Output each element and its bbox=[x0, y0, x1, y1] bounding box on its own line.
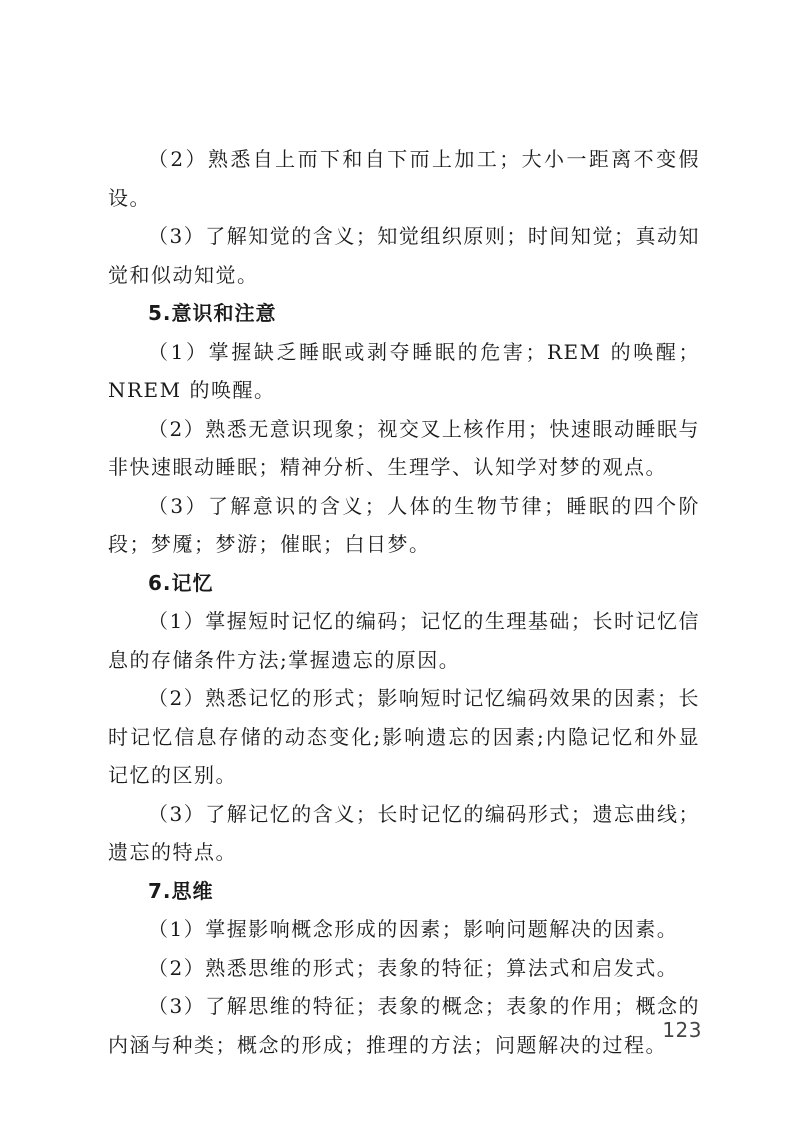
thinking-item-3: （3）了解思维的特征；表象的概念；表象的作用；概念的内涵与种类；概念的形成；推理的方法；问题解决的过程。 bbox=[108, 994, 700, 1057]
perception-item-3: （3）了解知觉的含义；知觉组织原则；时间知觉；真动知觉和似动知觉。 bbox=[108, 224, 700, 287]
memory-item-3: （3）了解记忆的含义；长时记忆的编码形式；遗忘曲线；遗忘的特点。 bbox=[108, 801, 700, 864]
consciousness-item-3: （3）了解意识的含义；人体的生物节律；睡眠的四个阶段；梦魇；梦游；催眠；白日梦。 bbox=[108, 493, 700, 556]
thinking-item-2: （2）熟悉思维的形式；表象的特征；算法式和启发式。 bbox=[148, 955, 679, 980]
memory-item-1: （1）掌握短时记忆的编码；记忆的生理基础；长时记忆信息的存储条件方法;掌握遗忘的原因。 bbox=[108, 609, 700, 672]
page-content bbox=[108, 140, 700, 1064]
section-heading-thinking: 7.思维 bbox=[148, 878, 214, 903]
memory-item-2: （2）熟悉记忆的形式；影响短时记忆编码效果的因素；长时记忆信息存储的动态变化;影响遗忘的因素;内隐记忆和外显记忆的区别。 bbox=[108, 686, 700, 787]
consciousness-item-2: （2）熟悉无意识现象；视交叉上核作用；快速眼动睡眠与非快速眼动睡眠；精神分析、生理学、认知学对梦的观点。 bbox=[108, 416, 700, 479]
section-heading-memory: 6.记忆 bbox=[148, 570, 214, 595]
consciousness-item-1: （1）掌握缺乏睡眠或剥夺睡眠的危害；REM 的唤醒；NREM 的唤醒。 bbox=[108, 339, 700, 402]
perception-item-2: （2）熟悉自上而下和自下而上加工；大小一距离不变假设。 bbox=[108, 147, 700, 210]
thinking-item-1: （1）掌握影响概念形成的因素；影响问题解决的因素。 bbox=[148, 917, 679, 941]
section-heading-consciousness: 5.意识和注意 bbox=[148, 301, 277, 325]
page-number: 123 bbox=[662, 1018, 702, 1042]
